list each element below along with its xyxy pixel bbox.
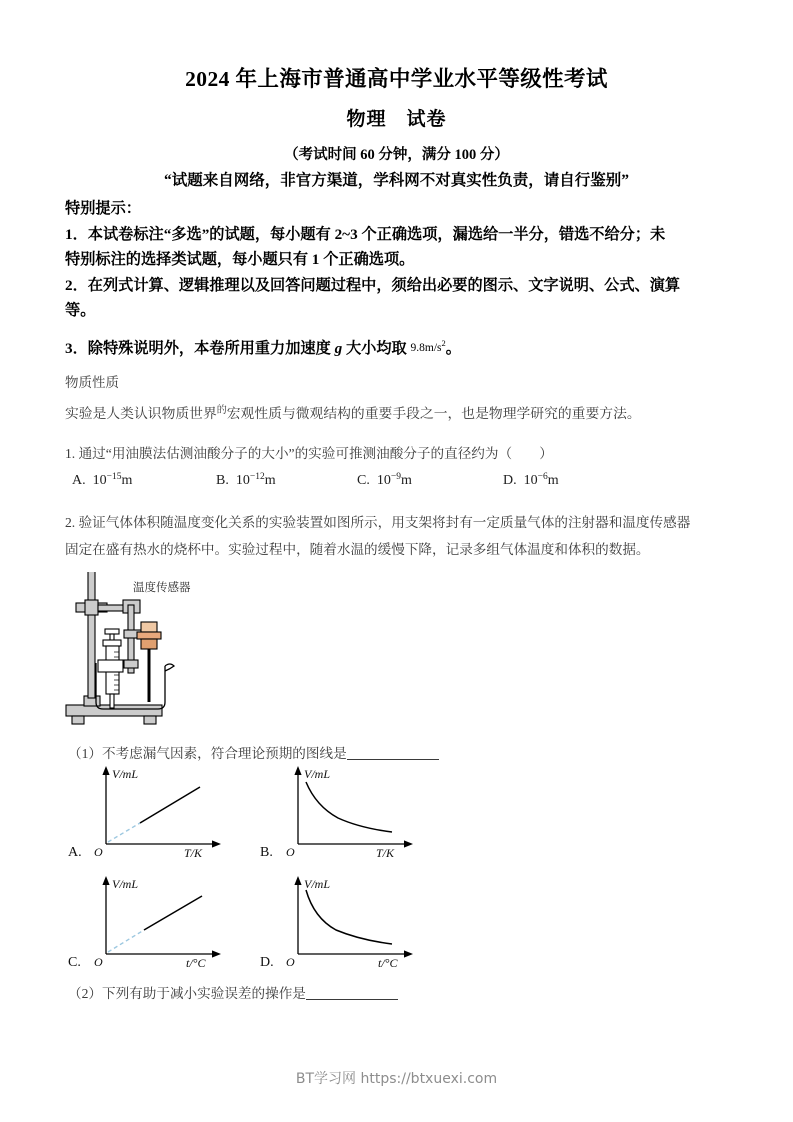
- graph-b-x-arrow: [404, 840, 413, 847]
- graph-option-a-label: A.: [68, 845, 82, 860]
- graph-a-x-arrow: [212, 840, 221, 847]
- graph-c-data-line: [144, 896, 202, 930]
- graph-c-dashed-extension: [108, 930, 144, 952]
- graph-c-y-label: V/mL: [112, 877, 139, 891]
- notice-item1-line2: 特别标注的选择类试题，每小题只有 1 个正确选项。: [65, 251, 415, 268]
- question-1-option-b[interactable]: [216, 472, 276, 489]
- graph-c-x-label: t/°C: [186, 956, 206, 970]
- page-title: 2024 年上海市普通高中学业水平等级性考试: [185, 67, 608, 91]
- question-2-stem-line1: 2. 验证气体体积随温度变化关系的实验装置如图所示，用支架将封有一定质量气体的注射器和温度传感器: [65, 515, 691, 530]
- option-a-label: A.: [72, 473, 86, 488]
- notice-item3-prefix: 3．除特殊说明外，本卷所用重力加速度: [65, 339, 335, 357]
- intro-part1: 实验是人类认识物质世界: [65, 406, 217, 421]
- option-c-unit: m: [400, 473, 412, 488]
- option-b-exponent: −12: [249, 472, 265, 482]
- gravity-symbol: g: [334, 339, 343, 357]
- question-2-sub1-blank[interactable]: [347, 745, 439, 760]
- question-1-option-c[interactable]: [357, 472, 412, 489]
- syringe-nozzle: [110, 694, 114, 708]
- gravity-value-exponent: 2: [441, 338, 446, 349]
- option-c-label: C.: [357, 473, 370, 488]
- graph-c-y-arrow: [102, 876, 109, 885]
- graph-option-b[interactable]: [254, 762, 444, 862]
- subject-title: 物理 试卷: [346, 109, 447, 130]
- graph-b-y-label: V/mL: [304, 767, 331, 781]
- notice-item3: [65, 332, 733, 362]
- graph-b-svg: [280, 762, 440, 862]
- question-1-stem: 1. 通过“用油膜法估测油酸分子的大小”的实验可推测油酸分子的直径约为（ ）: [65, 446, 553, 461]
- graph-a-x-label: T/K: [184, 846, 203, 860]
- apparatus-svg: [62, 572, 302, 742]
- graph-d-y-arrow: [294, 876, 301, 885]
- graph-option-c-label: C.: [68, 955, 81, 970]
- notice-item2-line2: 等。: [65, 302, 96, 319]
- notice-item3-suffix: 。: [445, 339, 461, 357]
- graph-c-svg: [88, 872, 248, 972]
- graph-a-dashed-extension: [108, 823, 140, 842]
- option-b-label: B.: [216, 473, 229, 488]
- apparatus-diagram: [62, 572, 302, 742]
- notice-heading: 特别提示：: [65, 200, 141, 217]
- graph-option-d-label: D.: [260, 955, 274, 970]
- syringe-flange: [103, 640, 121, 646]
- graph-option-a[interactable]: [62, 762, 252, 862]
- sensor-body-top: [141, 622, 157, 632]
- graph-c-x-arrow: [212, 950, 221, 957]
- stand-foot-right: [144, 716, 156, 724]
- intro-superscript: 的: [216, 405, 227, 416]
- intro-part2: 宏观性质与微观结构的重要手段之一，也是物理学研究的重要方法。: [226, 406, 641, 421]
- syringe-grip: [98, 660, 123, 672]
- graph-a-y-arrow: [102, 766, 109, 775]
- notice-item3-middle: 大小均取: [342, 339, 411, 357]
- notice-item2-line1: 2．在列式计算、逻辑推理以及回答问题过程中，须给出必要的图示、文字说明、公式、演算: [65, 276, 681, 294]
- question-2-sub2-text: （2）下列有助于减小实验误差的操作是: [68, 986, 306, 1001]
- stand-clamp-block: [85, 600, 98, 615]
- question-2-sub2: [68, 982, 398, 1002]
- graph-a-data-line: [140, 787, 200, 823]
- question-2-stem-line2: 固定在盛有热水的烧杯中。实验过程中，随着水温的缓慢下降，记录多组气体温度和体积的数据。: [65, 542, 650, 557]
- graph-d-y-label: V/mL: [304, 877, 331, 891]
- graph-c-origin-label: O: [94, 955, 103, 969]
- graph-d-data-curve: [306, 890, 392, 944]
- beaker-spout: [165, 664, 174, 671]
- option-c-exponent: −9: [390, 472, 401, 482]
- graph-d-x-label: t/°C: [378, 956, 398, 970]
- question-1-option-d[interactable]: [503, 472, 559, 489]
- stand-vertical-rod: [88, 572, 95, 698]
- option-c-base: 10: [376, 473, 391, 488]
- graph-d-x-arrow: [404, 950, 413, 957]
- graph-options-row-2: [0, 872, 793, 972]
- graph-b-x-label: T/K: [376, 846, 395, 860]
- disclaimer-text: “试题来自网络，非官方渠道，学科网不对真实性负责，请自行鉴别”: [163, 172, 629, 189]
- graph-option-c[interactable]: [62, 872, 252, 972]
- question-1-options: [65, 472, 737, 494]
- graph-d-origin-label: O: [286, 955, 295, 969]
- question-2-stem: [65, 509, 741, 563]
- intro-paragraph: [65, 401, 737, 424]
- temperature-sensor-label: 温度传感器: [133, 582, 191, 594]
- graph-b-data-curve: [306, 782, 392, 832]
- stand-foot-left: [72, 716, 84, 724]
- footer-watermark: BT学习网 https://btxuexi.com: [295, 1071, 498, 1087]
- graph-option-b-label: B.: [260, 845, 273, 860]
- notice-block: [65, 196, 733, 362]
- gravity-value-base: 9.8m/s: [410, 342, 442, 355]
- option-b-unit: m: [264, 473, 276, 488]
- sensor-body-mid: [137, 632, 161, 639]
- question-1-option-a[interactable]: [72, 472, 132, 489]
- option-b-base: 10: [235, 473, 250, 488]
- question-2-sub1-text: （1）不考虑漏气因素，符合理论预期的图线是: [68, 746, 347, 761]
- gravity-value: [410, 338, 446, 355]
- sensor-body-bottom: [141, 639, 157, 649]
- syringe: [98, 629, 123, 708]
- question-2-sub1: [68, 742, 439, 762]
- notice-item1-line1: 1．本试卷标注“多选”的试题，每小题有 2~3 个正确选项，漏选给一半分，错选不给分；未: [65, 225, 666, 243]
- graph-a-svg: [88, 762, 248, 862]
- graph-a-origin-label: O: [94, 845, 103, 859]
- graph-option-d[interactable]: [254, 872, 444, 972]
- graph-a-y-label: V/mL: [112, 767, 139, 781]
- option-a-unit: m: [121, 473, 133, 488]
- graph-options-row-1: [0, 762, 793, 862]
- exam-meta: （考试时间 60 分钟，满分 100 分）: [284, 147, 509, 163]
- question-2-sub2-blank[interactable]: [306, 985, 398, 1000]
- option-a-exponent: −15: [106, 472, 122, 482]
- option-d-unit: m: [547, 473, 559, 488]
- graph-d-svg: [280, 872, 440, 972]
- option-d-exponent: −6: [537, 472, 548, 482]
- temperature-sensor: [137, 622, 161, 702]
- syringe-plunger-top: [105, 629, 119, 634]
- option-d-base: 10: [523, 473, 538, 488]
- graph-b-y-arrow: [294, 766, 301, 775]
- option-a-base: 10: [92, 473, 107, 488]
- graph-b-origin-label: O: [286, 845, 295, 859]
- section-label: 物质性质: [65, 375, 119, 390]
- option-d-label: D.: [503, 473, 517, 488]
- syringe-holder-clamp: [124, 660, 138, 668]
